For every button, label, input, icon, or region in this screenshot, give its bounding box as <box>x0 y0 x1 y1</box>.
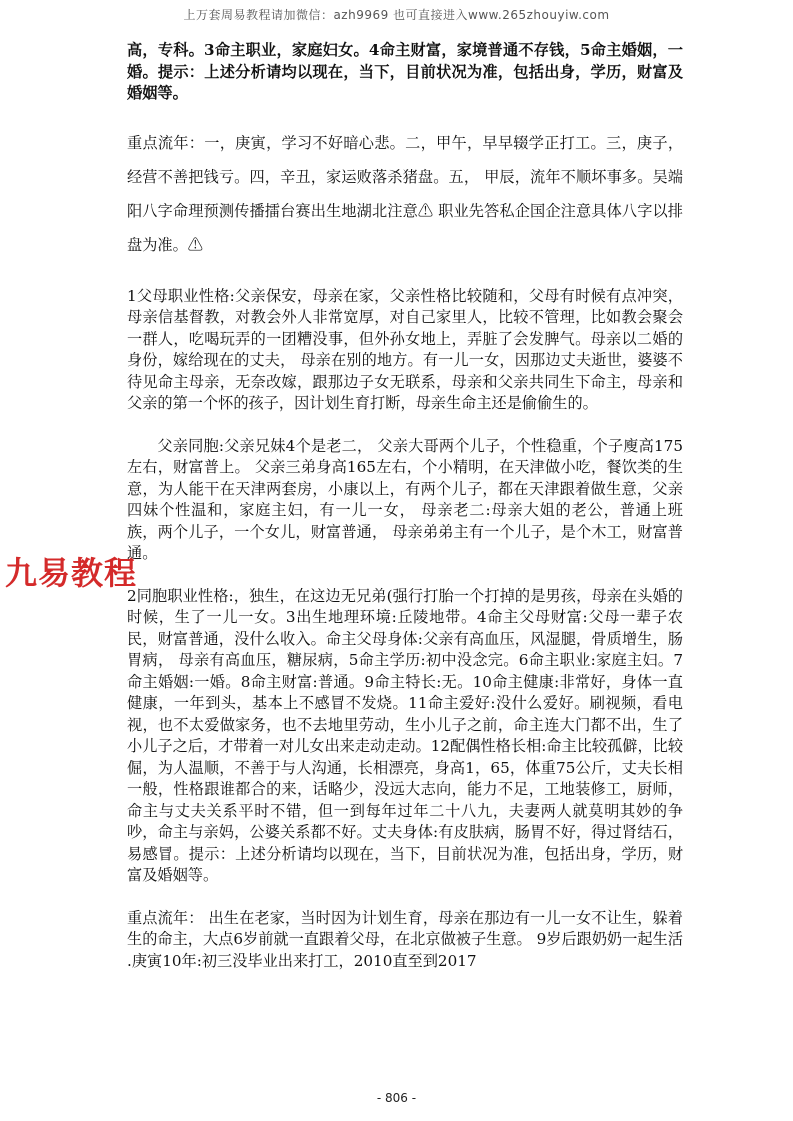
paragraph-siblings-details: 2同胞职业性格:，独生，在这边无兄弟(强行打胎一个打掉的是男孩，母亲在头婚的时候，生了一儿一女。3出生地理环境:丘陵地带。4命主父母财富:父母一辈子农民，财富普通，没什么收入。命主父母身体:父亲有高血压，风湿腿，骨质增生，肠胃病， 母亲有高血压，糖尿病，5命主学历:初中没念完。6命主职业:家庭主妇。7命主婚姻:一婚。8命主财富:普通。9命主特长:无。10命主健康:非常好，身体一直健康，一年到头，基本上不感冒不发烧。11命主爱好:没什么爱好。刷视频，看电视，也不太爱做家务，也不去地里劳动，生小儿子之前，命主连大门都不出，生了小儿子之后，才带着一对儿女出来走动走动。12配偶性格长相:命主比较孤僻，比较倔，为人温顺，不善于与人沟通，长相漂亮，身高1，65，体重75公斤，丈夫长相一般，性格跟谁都合的来，话略少，没远大志向，能力不足，工地装修工，厨师，命主与丈夫关系平时不错，但一到每年过年二十八九，夫妻两人就莫明其妙的争吵，命主与亲妈，公婆关系都不好。丈夫身体:有皮肤病，肠胃不好，得过肾结石，易感冒。提示：上述分析请均以现在，当下，目前状况为准，包括出身，学历，财富及婚姻等。 <box>127 586 684 884</box>
page-header: 上万套周易教程请加微信：azh9969 也可直接进入www.265zhouyiw.com <box>183 8 610 22</box>
paragraph-parent-siblings: 父亲同胞:父亲兄妹4个是老二， 父亲大哥两个儿子，个性稳重，个子廋高175左右，财富普上。 父亲三弟身高165左右，个小精明，在天津做小吃，餐饮类的生意，为人能干在天津两套房，小康以上，有两个儿子，都在天津跟着做生意，父亲四妹个性温和，家庭主妇，有一儿一女， 母亲老二:母亲大姐的老公，普通上班族，两个儿子，一个女儿，财富普通， 母亲弟弟主有一个儿子，是个木工，财富普通。 <box>127 436 683 562</box>
paragraph-key-years-2: 重点流年： 出生在老家，当时因为计划生育，母亲在那边有一儿一女不让生，躲着生的命主，大点6岁前就一直跟着父母，在北京做被子生意。 9岁后跟奶奶一起生活 .庚寅10年:初三没毕业出来打工，2010直至到2017 <box>127 908 683 970</box>
watermark-logo: 九易教程 <box>5 554 138 592</box>
paragraph-summary: 高，专科。3命主职业，家庭妇女。4命主财富，家境普通不存钱，5命主婚姻，一婚。提示：上述分析请均以现在，当下，目前状况为准，包括出身，学历，财富及婚姻等。 <box>127 41 683 102</box>
paragraph-parents: 1父母职业性格:父亲保安，母亲在家，父亲性格比较随和，父母有时候有点冲突，母亲信基督教，对教会外人非常宽厚，对自己家里人，比较不管理，比如教会聚会一群人，吃喝玩弄的一团糟没事，但外孙女地上，弄脏了会发脾气。母亲以二婚的身份，嫁给现在的丈夫， 母亲在别的地方。有一儿一女，因那边丈夫逝世，婆婆不待见命主母亲，无奈改嫁，跟那边子女无联系，母亲和父亲共同生下命主，母亲和父亲的第一个怀的孩子，因计划生育打断，母亲生命主还是偷偷生的。 <box>127 286 683 412</box>
document-body <box>127 40 683 993</box>
paragraph-key-years-1: 重点流年：一，庚寅，学习不好暗心悲。二，甲午，早早辍学正打工。三，庚子，经营不善把钱亏。四，辛丑，家运败落杀猪盘。五， 甲辰，流年不顺坏事多。吴端阳八字命理预测传播擂台赛出生地湖北注意⚠ 职业先答私企国企注意具体八字以排盘为准。⚠ <box>127 133 683 254</box>
page-number: - 806 - <box>376 1091 417 1105</box>
